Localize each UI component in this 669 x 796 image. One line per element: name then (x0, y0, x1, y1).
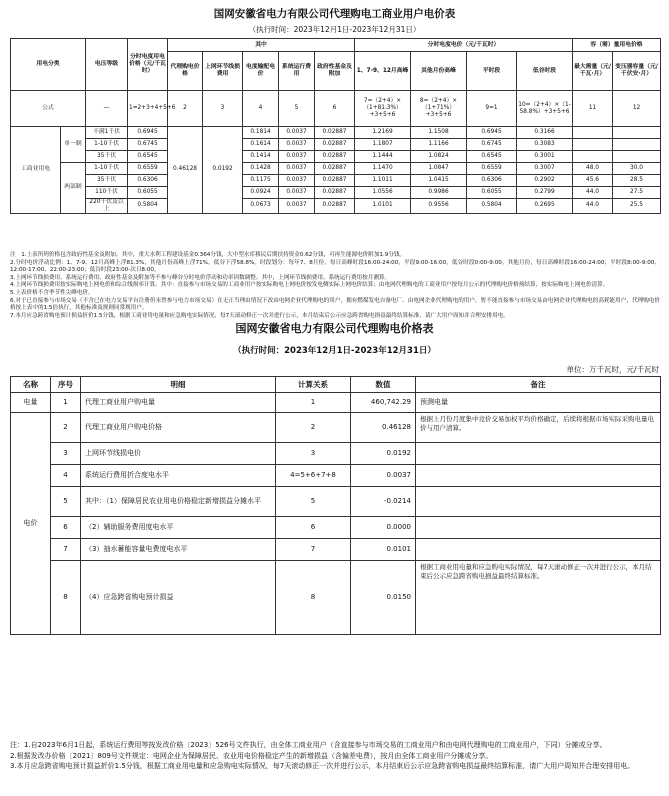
row-seq: 4 (51, 465, 81, 487)
row-detail: 代理工商业用户购电量 (81, 393, 276, 413)
table-cell: 0.6055 (128, 187, 168, 199)
row-remark: 根据工商业用电量和应急购电实际情况，每7天滚动修正一次并进行公示，本月结束后公示应急跨省购电损益最终结算标准。 (416, 561, 661, 635)
table-cell: 0.1175 (243, 175, 279, 187)
hdr-other: 其他月份高峰 (411, 52, 467, 91)
table-cell: 0.6306 (467, 175, 517, 187)
table-cell: 0.6745 (467, 139, 517, 151)
table-cell: 0.0037 (279, 163, 315, 175)
table-cell: 0.0037 (279, 127, 315, 139)
note-line: 2.分时电价浮动比例：1、7-9、12月高峰上浮81.3%，其他月份高峰上浮71%，低谷下浮58.8%。时段划分：每年7、8月份，每日高峰时段16:00-24:00，平段9:00-16:00，低谷时段0:00-9:00。其他月份，每日高峰时段16:00-24:00；平时段8:00-9:00、12:00-17:00、22:00-23:00；低谷时段23:00-次日8:00。 (10, 259, 660, 274)
table-cell: 0.3001 (517, 151, 573, 163)
hdr-valley: 低谷时段 (517, 52, 573, 91)
formula-cell: 8=（2+4）×（1+71%）+3+5+6 (411, 91, 467, 127)
table-cell (613, 139, 661, 151)
formula-cell: 2 (168, 91, 203, 127)
hdr-detail: 明细 (81, 377, 276, 393)
table-cell: 0.6945 (128, 127, 168, 139)
row-seq: 1 (51, 393, 81, 413)
table-cell: 1.2169 (355, 127, 411, 139)
daili-price: 0.46128 (168, 127, 203, 214)
formula-cell: 9=1 (467, 91, 517, 127)
table-cell: 1.1807 (355, 139, 411, 151)
row-remark: 根据上月份月度集中竞价交易加权平均价格确定，后续将根据市场实际采购电量电价与用户清算。 (416, 413, 661, 443)
note-line: 3.上网环节线损费用、系统运行费用、政府性基金及附加等不参与峰谷分时电价浮动和功率因数调整。其中，上网环节线损费用、系统运行费用按月测算。 (10, 274, 391, 281)
table-cell: 0.1614 (243, 139, 279, 151)
hdr-flat: 平时段 (467, 52, 517, 91)
note-line: 注：1.自2023年6月1日起，系统运行费用等按发改价格〔2023〕526号文件执行，由全体工商业用户（含直接参与市场交易的工商业用户和由电网代理购电的工商业用户，下同）分摊或分享。 (10, 741, 607, 749)
row-remark (416, 517, 661, 539)
note-line: 7.本月应急跨省购电预计损益折价1.5分钱，根据工商业用电量和应急购电实际情况，每7天滚动修正一次并进行公示，本月结束后公示应急跨省购电损益最终结算标准，请广大用户周知并合理安排用电。 (10, 312, 509, 319)
row-calc: 5 (276, 487, 351, 517)
row-calc: 3 (276, 443, 351, 465)
agency-price-table (10, 376, 661, 635)
row-calc: 6 (276, 517, 351, 539)
note-line: 6.对于已直接参与市场交易（不含已在电力交易平台注册但未曾参与电力市场交易）在无正当理由情况下改由电网企业代理购电的用户，拥有燃煤发电自备电厂、由电网企业代理购电的用户，暂不能直接参与市场交易由电网企业代理购电的高耗能用户，代理购电价格按上表中的1.5倍执行，其他标准及规则同常规用户。 (10, 297, 660, 312)
hdr-fund: 政府性基金及附加 (315, 52, 355, 91)
table-cell: 1-10千伏 (86, 139, 128, 151)
table-cell: 220千伏及以上 (86, 199, 128, 214)
row-seq: 7 (51, 539, 81, 561)
row-calc: 1 (276, 393, 351, 413)
table-cell: 0.0037 (279, 139, 315, 151)
formula-cell: 5 (279, 91, 315, 127)
table-cell: 0.1814 (243, 127, 279, 139)
hdr-category: 用电分类 (11, 39, 86, 91)
table-cell: 0.6945 (467, 127, 517, 139)
hdr-cap-trans: 变压器容量（元/千伏安·月） (613, 52, 661, 91)
row-detail: 上网环节线损电价 (81, 443, 276, 465)
table-cell: 0.02887 (315, 187, 355, 199)
table2-notes (10, 740, 660, 772)
table1-notes (10, 252, 660, 320)
hdr-agency-price: 分时电度电价（元/千瓦时） (355, 39, 573, 52)
formula-cell: 12 (613, 91, 661, 127)
table-cell: 1.1508 (411, 127, 467, 139)
table-cell: 30.0 (613, 163, 661, 175)
row-value: 460,742.29 (351, 393, 416, 413)
group-price: 电价 (11, 413, 51, 635)
table-cell: 0.02887 (315, 127, 355, 139)
row-value: 0.0192 (351, 443, 416, 465)
table-cell: 1.0101 (355, 199, 411, 214)
row-remark (416, 487, 661, 517)
group-electricity: 电量 (11, 393, 51, 413)
table-cell: 0.0673 (243, 199, 279, 214)
row-value: 0.0000 (351, 517, 416, 539)
row-seq: 8 (51, 561, 81, 635)
row-detail: （2）辅助服务费用度电水平 (81, 517, 276, 539)
table-cell: 0.3083 (517, 139, 573, 151)
table-cell: 0.02887 (315, 163, 355, 175)
table-cell: 0.6559 (467, 163, 517, 175)
table-cell: 35千伏 (86, 151, 128, 163)
hdr-netloss: 上网环节线损费用 (203, 52, 243, 91)
table-cell: 0.9986 (411, 187, 467, 199)
table-cell: 0.0924 (243, 187, 279, 199)
row-remark (416, 539, 661, 561)
row-detail: 其中：（1）保障居民农业用电价格稳定新增损益分摊水平 (81, 487, 276, 517)
table-cell: 110千伏 (86, 187, 128, 199)
table-cell: 0.6306 (128, 175, 168, 187)
table-cell: 0.5804 (128, 199, 168, 214)
table-cell (573, 127, 613, 139)
table-cell: 0.3007 (517, 163, 573, 175)
formula-cell: 11 (573, 91, 613, 127)
table-cell: 0.3166 (517, 127, 573, 139)
row-calc: 7 (276, 539, 351, 561)
formula-cell: 1=2+3+4+5+6 (128, 91, 168, 127)
table-cell: 0.6055 (467, 187, 517, 199)
table-cell: 0.0037 (279, 175, 315, 187)
row-remark: 预测电量 (416, 393, 661, 413)
table-cell: 0.6559 (128, 163, 168, 175)
formula-cell: — (86, 91, 128, 127)
row-calc: 2 (276, 413, 351, 443)
hdr-remark: 备注 (416, 377, 661, 393)
note-line: 注 1.上表所列价格包含政府性基金及附加。其中，重大水利工程建设基金0.364分钱，大中型水库移民后期扶持资金0.62分钱，可再生能源电价附加1.9分钱。 (10, 252, 406, 258)
table-cell (613, 151, 661, 163)
formula-cell: 4 (243, 91, 279, 127)
hdr-value: 数值 (351, 377, 416, 393)
hdr-daili: 代理购电价格 (168, 52, 203, 91)
table2-title: 国网安徽省电力有限公司代理购电价格表 (235, 322, 434, 335)
category-label: 工商业用电 (11, 127, 61, 214)
table2-unit: 单位：万千瓦时，元/千瓦时 (566, 365, 659, 374)
row-value: 0.0037 (351, 465, 416, 487)
table-cell: 28.5 (613, 175, 661, 187)
table-cell: 1.0415 (411, 175, 467, 187)
hdr-qizhong: 其中 (168, 39, 355, 52)
table-cell (613, 127, 661, 139)
note-line: 2.根据发改办价格〔2021〕809号文件规定：电网企业为保障居民、农业用电价格稳定产生的新增损益（含偏差电费），按月由全体工商业用户分摊或分享。 (10, 751, 493, 760)
row-calc: 4=5+6+7+8 (276, 465, 351, 487)
table-cell: 1.0847 (411, 163, 467, 175)
table-cell: 0.02887 (315, 199, 355, 214)
formula-cell: 7=（2+4）×（1+81.3%）+3+5+6 (355, 91, 411, 127)
row-detail: 系统运行费用折合度电水平 (81, 465, 276, 487)
netloss-price: 0.0192 (203, 127, 243, 214)
table-cell: 44.0 (573, 199, 613, 214)
table-cell: 0.0037 (279, 187, 315, 199)
table-cell: 25.5 (613, 199, 661, 214)
row-value: 0.0101 (351, 539, 416, 561)
note-line: 5.上表价格不含季节性尖峰电价。 (10, 289, 94, 296)
table-cell: 0.6545 (128, 151, 168, 163)
row-seq: 3 (51, 443, 81, 465)
table-cell: 0.6545 (467, 151, 517, 163)
note-line: 3.本月应急跨省购电预计损益折价1.5分钱，根据工商业用电量和应急购电实际情况，每7天滚动修正一次并进行公示，本月结束后公示应急跨省购电损益最终结算标准，请广大用户周知并合理安排用电。 (10, 762, 635, 770)
table-cell: 0.6745 (128, 139, 168, 151)
hdr-trans: 电度输配电价 (243, 52, 279, 91)
hdr-voltage: 电压等级 (86, 39, 128, 91)
table-cell (573, 139, 613, 151)
table-cell: 1.0556 (355, 187, 411, 199)
single-system-label: 单一制 (61, 127, 86, 163)
table-cell: 1.0824 (411, 151, 467, 163)
table-cell: 0.2695 (517, 199, 573, 214)
table-cell: 不满1千伏 (86, 127, 128, 139)
row-detail: 代理工商业用户购电价格 (81, 413, 276, 443)
formula-cell: 3 (203, 91, 243, 127)
row-seq: 2 (51, 413, 81, 443)
hdr-peak: 1、7-9、12月高峰 (355, 52, 411, 91)
table-cell: 0.02887 (315, 139, 355, 151)
table-cell: 0.1428 (243, 163, 279, 175)
table-cell: 45.6 (573, 175, 613, 187)
hdr-max-demand: 最大需量（元/千瓦·月） (573, 52, 613, 91)
row-remark (416, 465, 661, 487)
row-value: -0.0214 (351, 487, 416, 517)
table-cell: 0.2799 (517, 187, 573, 199)
hdr-sys: 系统运行费用 (279, 52, 315, 91)
row-seq: 5 (51, 487, 81, 517)
table-cell: 0.0037 (279, 199, 315, 214)
table-cell: 0.9556 (411, 199, 467, 214)
row-detail: （4）应急跨省购电预计损益 (81, 561, 276, 635)
hdr-capacity: 容（需）量用电价格 (573, 39, 661, 52)
row-calc: 8 (276, 561, 351, 635)
table-cell: 0.1414 (243, 151, 279, 163)
row-remark (416, 443, 661, 465)
table-cell: 1.1444 (355, 151, 411, 163)
table-cell: 1-10千伏 (86, 163, 128, 175)
table-cell: 0.02887 (315, 151, 355, 163)
table-cell: 48.0 (573, 163, 613, 175)
table-cell (573, 151, 613, 163)
table-cell: 44.0 (573, 187, 613, 199)
two-part-system-label: 两部制 (61, 163, 86, 214)
formula-cell: 6 (315, 91, 355, 127)
table-cell: 1.1166 (411, 139, 467, 151)
table-cell: 0.02887 (315, 175, 355, 187)
table-cell: 35千伏 (86, 175, 128, 187)
row-seq: 6 (51, 517, 81, 539)
table1-title: 国网安徽省电力有限公司代理购电工商业用户电价表 (213, 8, 456, 20)
formula-label: 公式 (11, 91, 86, 127)
row-detail: （3）抽水蓄能容量电费度电水平 (81, 539, 276, 561)
table-cell: 1.1470 (355, 163, 411, 175)
table-cell: 0.2902 (517, 175, 573, 187)
hdr-name: 名称 (11, 377, 51, 393)
hdr-tou-price: 分时电度用电价格（元/千瓦时） (128, 39, 168, 91)
table-cell: 0.0037 (279, 151, 315, 163)
note-line: 4.上网环节线损费用按实际购电上网电价和综合线损率计算。其中：直接参与市场交易的工商业用户按实际购电上网电价按发电侧实际上网电价结算；由电网代理购电的工商业用户按每月公示的代理购电价格预结算，按实际购电上网电价清算。 (10, 282, 609, 289)
hdr-calc: 计算关系 (276, 377, 351, 393)
table-cell: 1.1011 (355, 175, 411, 187)
formula-cell: 10=（2+4）×（1-58.8%）+3+5+6 (517, 91, 573, 127)
row-value: 0.46128 (351, 413, 416, 443)
row-value: 0.0150 (351, 561, 416, 635)
table2-period: （执行时间：2023年12月1日-2023年12月31日） (233, 346, 436, 356)
table-cell: 27.5 (613, 187, 661, 199)
table-cell: 0.5804 (467, 199, 517, 214)
tariff-table (10, 38, 661, 214)
hdr-seq: 序号 (51, 377, 81, 393)
table1-period: （执行时间：2023年12月1日-2023年12月31日） (248, 25, 421, 34)
